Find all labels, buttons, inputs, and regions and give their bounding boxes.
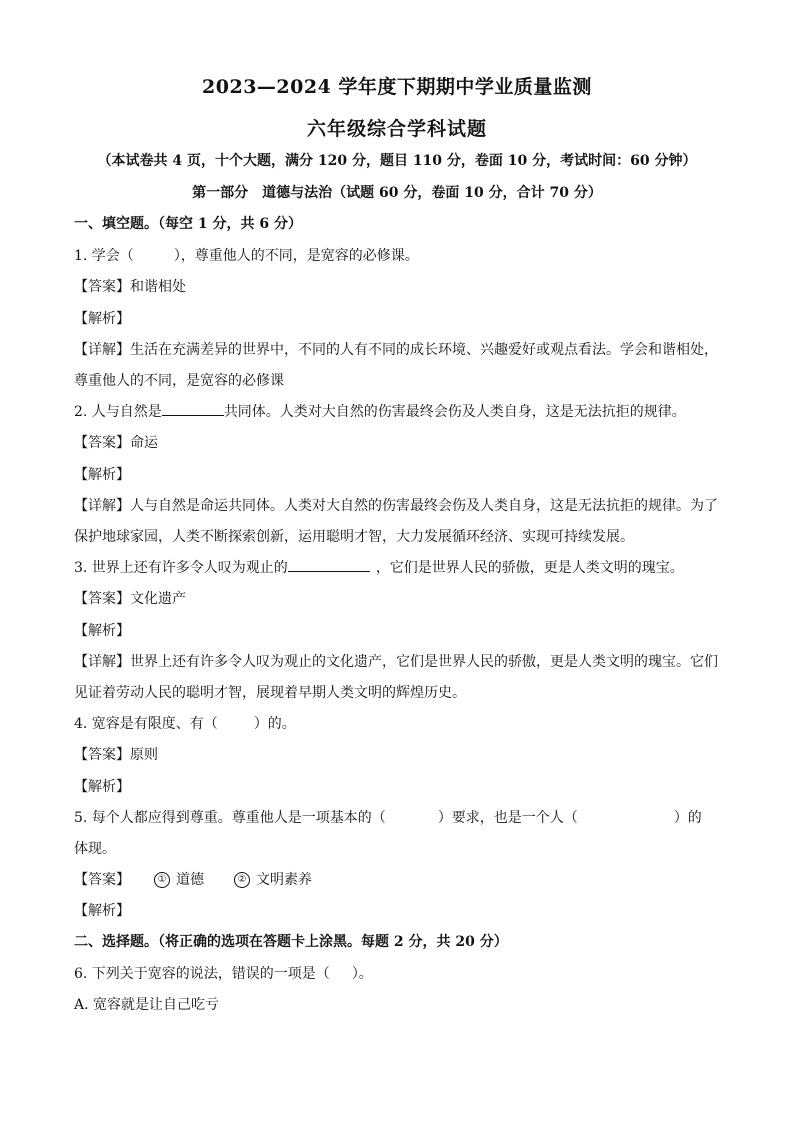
analysis-label: 【解析】 xyxy=(74,903,130,919)
q5-answer-1: 道德 xyxy=(176,872,204,888)
answer-label: 【答案】 xyxy=(74,872,130,888)
q5-question xyxy=(74,807,724,827)
analysis-label: 【解析】 xyxy=(74,311,130,327)
analysis-label: 【解析】 xyxy=(74,779,130,795)
q3-detail-text1: 世界上还有许多令人叹为观止的文化遗产，它们是世界人民的骄傲，更是人类文明的瑰宝。它们 xyxy=(130,654,718,670)
q2-text-pre: 2. 人与自然是 xyxy=(74,404,162,420)
q3-text-pre: 3. 世界上还有许多令人叹为观止的 xyxy=(74,560,288,576)
q3-analysis xyxy=(74,620,724,640)
exam-subtitle: 六年级综合学科试题 xyxy=(306,118,487,140)
q6-option-a: A. 宽容就是让自己吃亏 xyxy=(74,997,220,1013)
q1-text-pre: 1. 学会（ xyxy=(74,248,134,264)
q1-detail-text1: 生活在充满差异的世界中，不同的人有不同的成长环境、兴趣爱好或观点看法。学会和谐相处， xyxy=(130,342,718,358)
answer-label: 【答案】 xyxy=(74,747,130,763)
q1-answer xyxy=(74,276,724,296)
q2-answer xyxy=(74,432,724,452)
q6-question xyxy=(74,963,724,983)
section2-heading: 二、选择题。（将正确的选项在答题卡上涂黑。每题 2 分，共 20 分） xyxy=(74,934,508,950)
q2-detail-line2: 保护地球家园，人类不断探索创新，运用聪明才智，大力发展循环经济、实现可持续发展。 xyxy=(74,529,634,545)
q5-answer xyxy=(74,869,724,889)
exam-info: （本试卷共 4 页，十个大题，满分 120 分，题目 110 分，卷面 10 分，考试时间：60 分钟） xyxy=(97,153,697,169)
analysis-label: 【解析】 xyxy=(74,623,130,639)
q3-blank xyxy=(288,557,370,572)
q4-analysis xyxy=(74,776,724,796)
q5-analysis xyxy=(74,900,724,920)
q1-analysis xyxy=(74,308,724,328)
part-heading: 第一部分 道德与法治（试题 60 分，卷面 10 分，合计 70 分） xyxy=(192,185,602,201)
q2-detail-line1 xyxy=(74,495,724,515)
circled-one-icon: ① xyxy=(154,872,170,888)
q5-answer-2: 文明素养 xyxy=(256,872,312,888)
q1-answer-value: 和谐相处 xyxy=(130,279,186,295)
q4-text-pre: 4. 宽容是有限度、有（ xyxy=(74,716,218,732)
q1-detail-line2: 尊重他人的不同，是宽容的必修课 xyxy=(74,373,284,389)
q3-detail-line1 xyxy=(74,651,724,671)
answer-label: 【答案】 xyxy=(74,279,130,295)
q3-question xyxy=(74,557,724,577)
q4-answer-value: 原则 xyxy=(130,747,158,763)
q1-text-post: ），尊重他人的不同，是宽容的必修课。 xyxy=(173,248,419,264)
q6-text-pre: 6. 下列关于宽容的说法，错误的一项是（ xyxy=(74,966,330,982)
q2-answer-value: 命运 xyxy=(130,435,158,451)
q3-answer-value: 文化遗产 xyxy=(130,591,186,607)
q2-blank xyxy=(162,401,224,416)
q4-question xyxy=(74,713,724,733)
q4-answer xyxy=(74,744,724,764)
q3-detail-line2: 见证着劳动人民的聪明才智，展现着早期人类文明的辉煌历史。 xyxy=(74,685,466,701)
q5-text-pre: 5. 每个人都应得到尊重。尊重他人是一项基本的（ xyxy=(74,810,386,826)
q3-answer xyxy=(74,588,724,608)
analysis-label: 【解析】 xyxy=(74,467,130,483)
q4-text-post: ）的。 xyxy=(253,716,296,732)
q2-text-post: 共同体。人类对大自然的伤害最终会伤及人类自身，这是无法抗拒的规律。 xyxy=(223,404,686,420)
q3-text-post: ，它们是世界人民的骄傲，更是人类文明的瑰宝。 xyxy=(375,560,684,576)
answer-label: 【答案】 xyxy=(74,591,130,607)
detail-label: 【详解】 xyxy=(74,498,130,514)
q1-question xyxy=(74,245,724,265)
q1-detail-line1 xyxy=(74,339,724,359)
answer-label: 【答案】 xyxy=(74,435,130,451)
q2-detail-text1: 人与自然是命运共同体。人类对大自然的伤害最终会伤及人类自身，这是无法抗拒的规律。为了 xyxy=(130,498,718,514)
exam-title: 2023—2024 学年度下期期中学业质量监测 xyxy=(202,76,592,98)
q5-question-line2: 体现。 xyxy=(74,841,116,857)
section1-heading: 一、填空题。（每空 1 分，共 6 分） xyxy=(74,216,302,232)
circled-two-icon: ② xyxy=(234,872,250,888)
q5-text-mid: ）要求，也是一个人（ xyxy=(437,810,578,826)
q5-text-post: ）的 xyxy=(673,810,702,826)
q6-text-post: ）。 xyxy=(351,966,373,982)
q2-analysis xyxy=(74,464,724,484)
detail-label: 【详解】 xyxy=(74,342,130,358)
q2-question xyxy=(74,401,724,421)
detail-label: 【详解】 xyxy=(74,654,130,670)
